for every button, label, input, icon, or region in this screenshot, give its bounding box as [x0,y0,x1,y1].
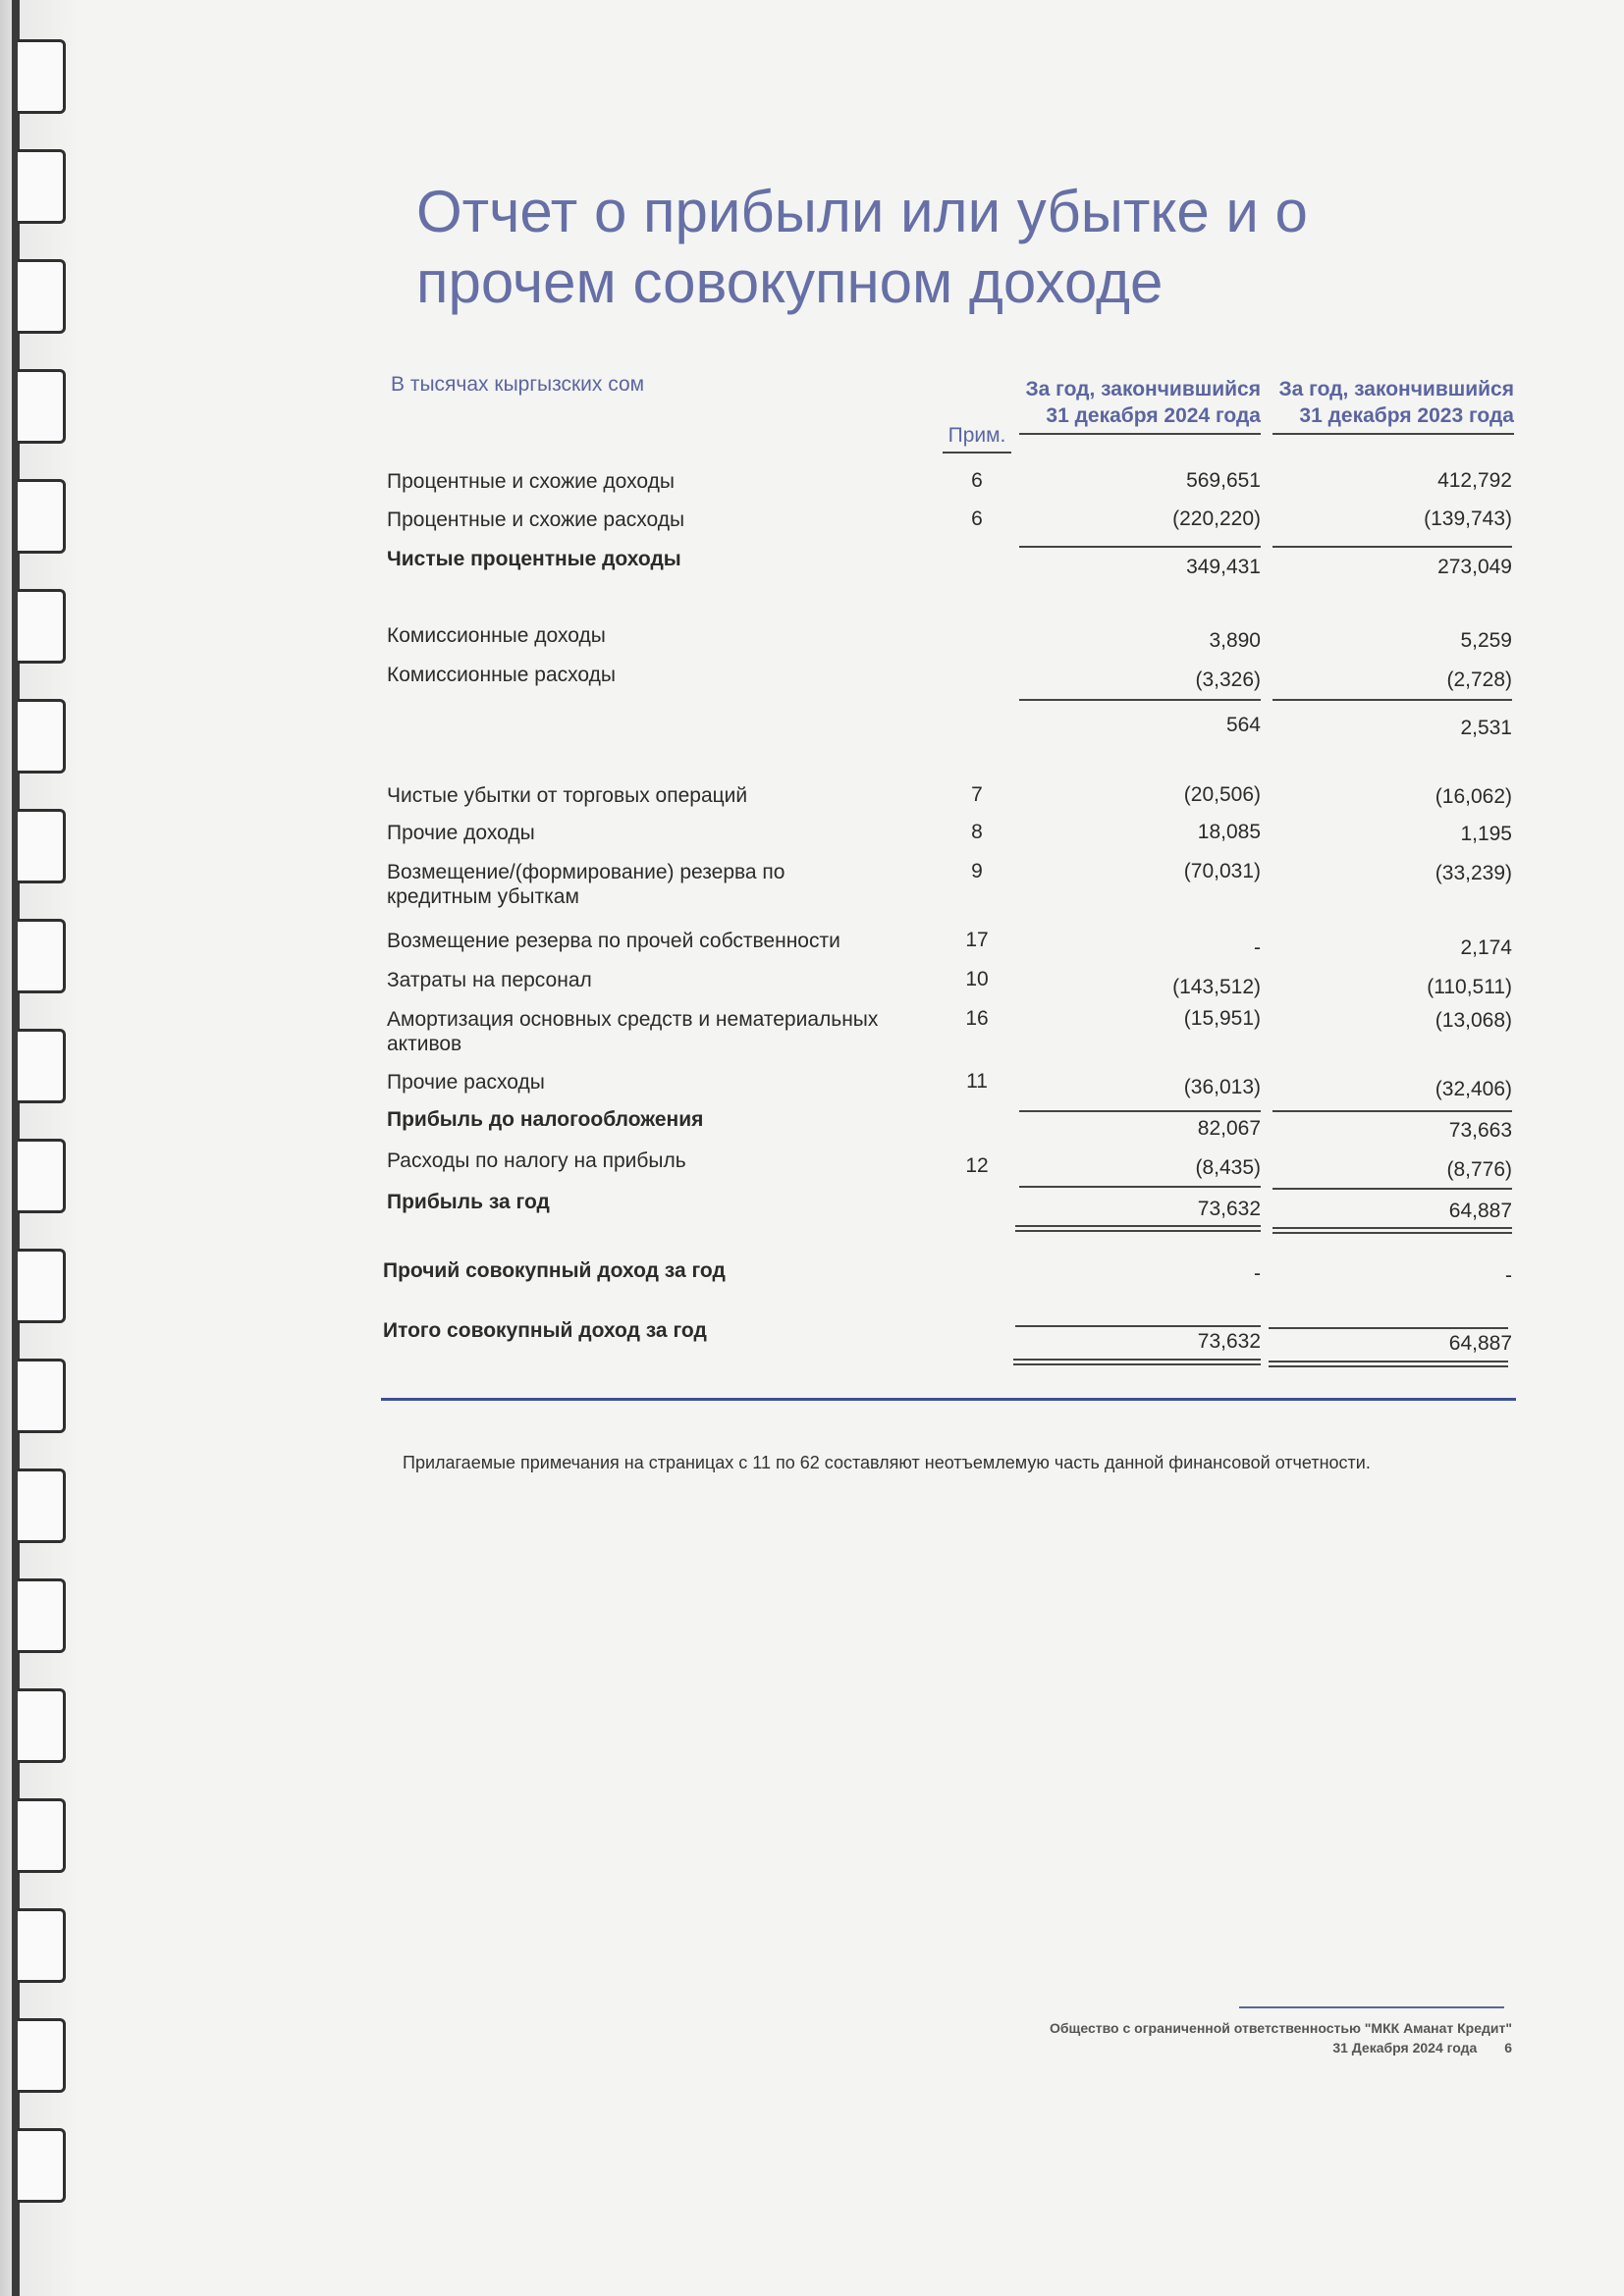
row-label: Прочие доходы [387,822,535,844]
subtotal-rule-2024 [1019,1186,1261,1188]
row-value-2023: 273,049 [1437,556,1512,578]
row-value-2024: 3,890 [1209,629,1261,652]
row-value-2024: - [1254,1262,1261,1285]
row-value-2024: 82,067 [1197,1117,1261,1140]
row-label: Чистые процентные доходы [387,548,681,570]
row-note: 11 [966,1070,988,1093]
row-value-2024: (8,435) [1195,1156,1261,1179]
row-value-2023: (13,068) [1435,1009,1512,1032]
row-value-2023: 64,887 [1448,1332,1512,1355]
total-double-rule-2024 [1013,1359,1261,1365]
row-value-2024: 564 [1225,714,1261,736]
row-label: Процентные и схожие доходы [387,470,675,493]
row-value-2024: 349,431 [1186,556,1261,578]
row-value-2023: 5,259 [1460,629,1512,652]
row-note: 12 [965,1154,989,1177]
subtotal-rule-2023 [1272,699,1512,701]
row-value-2023: (139,743) [1424,507,1512,530]
page-number: 6 [1504,2040,1512,2056]
row-profit-for-year [0,1190,1624,1229]
page-title: Отчет о прибыли или убытке и о прочем совокупном доходе [416,179,1308,315]
row-note: 17 [965,929,989,951]
row-note: 16 [965,1007,989,1030]
row-value-2024: (70,031) [1183,860,1261,882]
row-value-2024: (3,326) [1195,668,1261,691]
row-note: 8 [971,821,983,843]
row-value-2024: - [1254,936,1261,959]
row-label: Комиссионные доходы [387,624,606,647]
row-income-tax [0,1148,1624,1188]
header-note: Прим. [943,424,1011,454]
row-value-2023: (32,406) [1435,1078,1512,1100]
row-depreciation [0,1007,1624,1066]
row-label: Амортизация основных средств и нематериальных активов [387,1008,879,1055]
row-net-interest [0,547,1624,586]
company-date-line [884,2038,1512,2057]
row-label: Расходы по налогу на прибыль [387,1149,686,1172]
binding-ring [18,1578,66,1653]
footnote: Прилагаемые примечания на страницах с 11 по 62 составляют неотъемлемую часть данной финансовой отчетности. [403,1453,1371,1472]
row-trading-losses [0,783,1624,823]
row-value-2023: 412,792 [1437,469,1512,492]
row-label: Комиссионные расходы [387,664,616,686]
row-value-2023: (8,776) [1446,1158,1512,1181]
header-2023: За год, закончившийся 31 декабря 2023 года [1272,376,1514,435]
row-value-2024: (15,951) [1183,1007,1261,1030]
binding-ring [18,259,66,334]
binding-ring [18,2018,66,2093]
row-note: 6 [971,507,983,530]
company-rule [1239,2006,1504,2008]
row-commission-expense [0,663,1624,702]
binding-ring [18,2128,66,2203]
row-other-expenses [0,1070,1624,1109]
company-date: 31 Декабря 2024 года [1332,2040,1478,2056]
row-net-commission [0,714,1624,753]
row-value-2023: (33,239) [1435,862,1512,884]
row-value-2024: (220,220) [1172,507,1261,530]
binding-ring [18,149,66,224]
row-value-2024: (20,506) [1183,783,1261,806]
row-label: Прибыль до налогообложения [387,1108,704,1131]
row-other-income [0,821,1624,860]
row-value-2023: (16,062) [1435,785,1512,808]
row-personnel-costs [0,968,1624,1007]
row-value-2023: 73,663 [1448,1119,1512,1142]
binding-ring [18,1688,66,1763]
row-label: Прочий совокупный доход за год [383,1259,726,1282]
header-2024: За год, закончившийся 31 декабря 2024 года [1019,376,1261,435]
row-label: Итого совокупный доход за год [383,1319,707,1342]
row-commission-income [0,623,1624,663]
row-value-2023: 64,887 [1448,1200,1512,1222]
footer-rule [381,1398,1516,1401]
row-note: 9 [971,860,983,882]
row-profit-before-tax [0,1107,1624,1147]
binding-ring [18,1908,66,1983]
binding-ring [18,1468,66,1543]
binding-ring [18,1798,66,1873]
row-total-comprehensive-income [0,1318,1624,1358]
row-value-2023: 2,174 [1460,936,1512,959]
row-value-2024: 569,651 [1186,469,1261,492]
subtotal-rule-2024 [1019,699,1261,701]
company-footer [884,2018,1512,2057]
row-note: 10 [965,968,989,990]
binding-ring [18,1359,66,1433]
row-interest-expense [0,507,1624,547]
row-value-2023: 2,531 [1460,717,1512,739]
total-double-rule-2023 [1269,1361,1508,1367]
row-label: Чистые убытки от торговых операций [387,784,748,807]
row-label: Возмещение резерва по прочей собственности [387,930,840,952]
row-label: Прочие расходы [387,1071,545,1094]
total-double-rule-2024 [1015,1225,1261,1232]
row-interest-income [0,469,1624,508]
company-name: Общество с ограниченной ответственностью "МКК Аманат Кредит" [1050,2020,1512,2036]
units-label: В тысячах кыргызских сом [391,373,645,396]
row-value-2023: (110,511) [1427,976,1512,998]
row-note: 7 [971,783,983,806]
binding-ring [18,39,66,114]
row-value-2023: - [1505,1264,1512,1287]
row-value-2024: (36,013) [1183,1076,1261,1098]
row-label: Прибыль за год [387,1191,550,1213]
row-value-2024: 73,632 [1197,1198,1261,1220]
row-value-2024: 18,085 [1197,821,1261,843]
row-label: Возмещение/(формирование) резерва по кредитным убыткам [387,861,785,908]
row-credit-loss-allowance [0,860,1624,919]
row-value-2023: 1,195 [1460,823,1512,845]
row-label: Затраты на персонал [387,969,592,991]
row-value-2024: (143,512) [1172,976,1261,998]
row-other-comprehensive-income [0,1258,1624,1298]
row-label: Процентные и схожие расходы [387,508,685,531]
row-value-2023: (2,728) [1446,668,1512,691]
row-value-2024: 73,632 [1197,1330,1261,1353]
row-note: 6 [971,469,983,492]
total-double-rule-2023 [1272,1227,1512,1234]
binding-ring [18,369,66,444]
row-other-property-allowance [0,929,1624,968]
